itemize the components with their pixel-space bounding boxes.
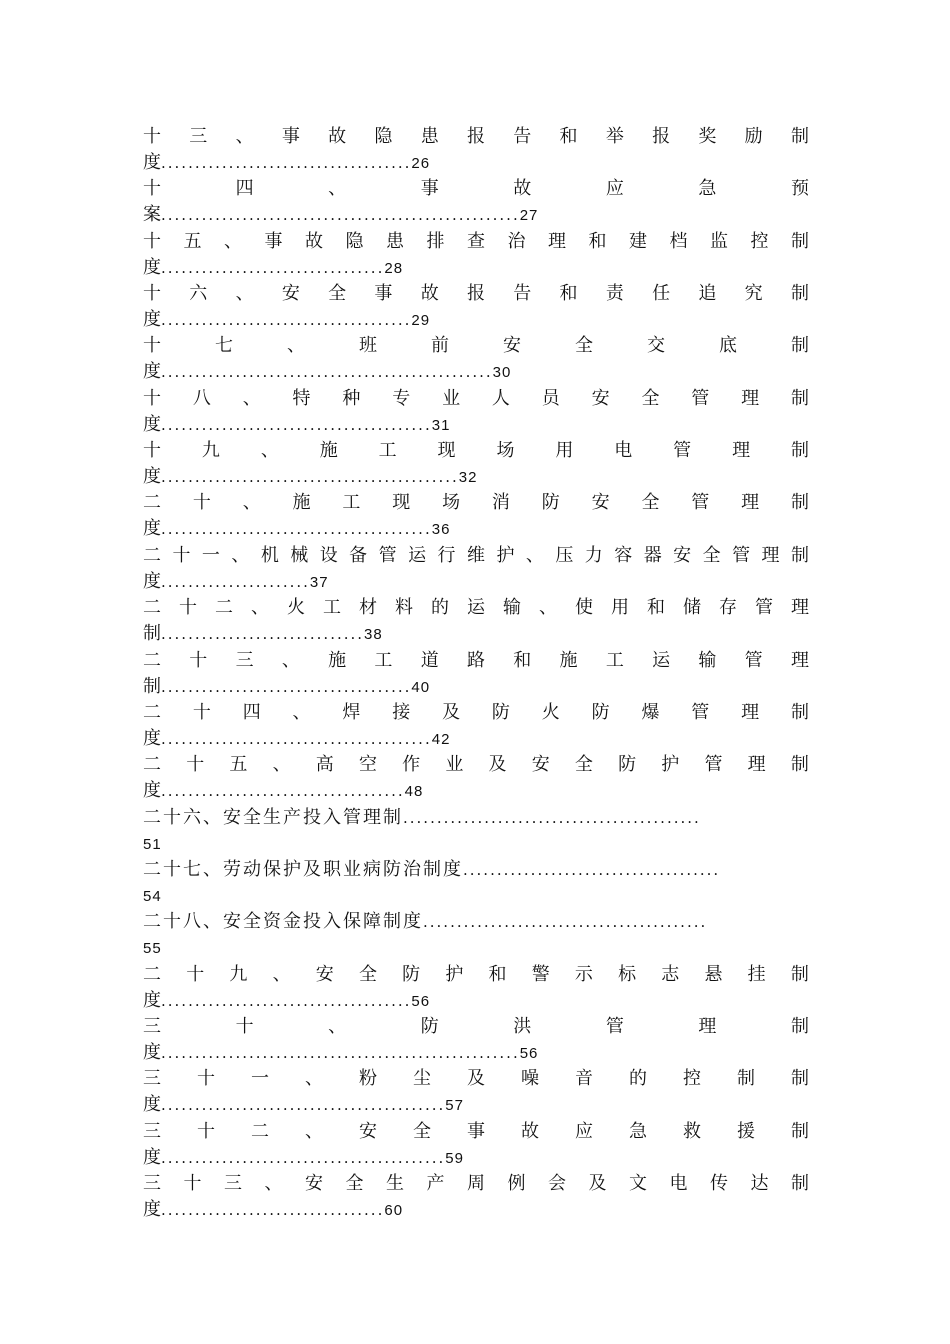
toc-continuation	[143, 464, 477, 490]
page-number: 28	[384, 259, 404, 277]
toc-continuation	[143, 726, 450, 752]
toc-continuation	[143, 935, 162, 961]
toc-entry[interactable]	[0, 1066, 950, 1118]
toc-heading-tail: 案	[143, 204, 161, 226]
toc-heading-tail: 度	[143, 256, 161, 278]
toc-entry[interactable]	[0, 490, 950, 542]
toc-entry[interactable]	[0, 857, 950, 909]
toc-heading-tail: 度	[143, 361, 161, 383]
toc-heading-tail: 度	[143, 1094, 161, 1116]
dot-leader: ..........................................	[161, 1148, 446, 1167]
toc-heading: 二 十 七 、 劳 动 保 护 及 职 业 病 防 治 制 度 ......................................	[143, 857, 809, 883]
toc-continuation	[143, 359, 511, 385]
toc-continuation	[143, 778, 423, 804]
toc-continuation	[143, 307, 430, 333]
toc-continuation	[143, 1197, 403, 1223]
toc-entry[interactable]	[0, 386, 950, 438]
toc-heading: 二 十 、 施 工 现 场 消 防 安 全 管 理 制	[143, 492, 809, 514]
page-number: 29	[411, 312, 431, 330]
toc-entry[interactable]	[0, 281, 950, 333]
toc-heading: 二 十 八 、 安 全 资 金 投 入 保 障 制 度 ..........................................	[143, 909, 809, 935]
toc-heading-tail: 度	[143, 309, 161, 331]
toc-heading-tail: 度	[143, 152, 161, 173]
page-number: 37	[309, 573, 329, 591]
dot-leader: ..........................................	[161, 1096, 446, 1115]
toc-heading: 二 十 六 、 安 全 生 产 投 入 管 理 制 ............................................	[143, 805, 809, 831]
dot-leader: .................................	[161, 258, 385, 277]
dot-leader: ............................................	[403, 808, 701, 827]
page-number: 42	[431, 730, 451, 748]
page-number: 48	[404, 783, 424, 801]
toc-heading-tail: 度	[143, 570, 161, 592]
toc-entry[interactable]	[0, 1119, 950, 1171]
page-number: 30	[492, 364, 512, 382]
dot-leader: .....................................	[161, 311, 412, 330]
dot-leader: .....................................................	[161, 206, 520, 225]
toc-entry[interactable]	[0, 648, 950, 700]
dot-leader: ....................................	[161, 782, 405, 801]
toc-heading: 十 七 、 班 前 安 全 交 底 制	[143, 335, 809, 357]
toc-entry[interactable]	[0, 1171, 950, 1223]
dot-leader: .................................................	[161, 363, 493, 382]
toc-continuation	[143, 674, 430, 700]
toc-heading: 二 十 四 、 焊 接 及 防 火 防 爆 管 理 制	[143, 701, 809, 723]
toc-continuation	[143, 883, 162, 909]
toc-heading-tail: 度	[143, 518, 161, 540]
page-number: 56	[411, 992, 431, 1010]
toc-heading-tail: 度	[143, 413, 161, 435]
dot-leader: .....................................	[161, 154, 412, 172]
toc-continuation	[143, 1092, 464, 1118]
toc-continuation	[143, 255, 403, 281]
toc-heading-tail: 度	[143, 780, 161, 802]
toc-continuation	[143, 831, 162, 857]
dot-leader: .....................................	[161, 991, 412, 1010]
dot-leader: .....................................	[161, 677, 412, 696]
page-number: 40	[411, 678, 431, 696]
dot-leader: ............................................	[161, 468, 459, 487]
toc-continuation	[143, 1145, 464, 1171]
toc-heading-tail: 度	[143, 727, 161, 749]
toc-continuation	[143, 1040, 538, 1066]
toc-heading-tail: 度	[143, 1041, 161, 1063]
toc-entry[interactable]	[0, 962, 950, 1014]
toc-heading: 三 十 二 、 安 全 事 故 应 急 救 援 制	[143, 1120, 809, 1142]
toc-heading: 三 十 三 、 安 全 生 产 周 例 会 及 文 电 传 达 制	[143, 1173, 809, 1194]
dot-leader: ..............................	[161, 625, 365, 644]
toc-heading-tail: 制	[143, 623, 161, 645]
dot-leader: ........................................	[161, 520, 432, 539]
toc-heading: 二 十 三 、 施 工 道 路 和 施 工 运 输 管 理	[143, 649, 809, 671]
toc-heading: 十 九 、 施 工 现 场 用 电 管 理 制	[143, 440, 809, 462]
dot-leader: .................................	[161, 1201, 385, 1219]
dot-leader: ........................................	[161, 729, 432, 748]
toc-heading: 二 十 九 、 安 全 防 护 和 警 示 标 志 悬 挂 制	[143, 963, 809, 985]
page-number: 27	[519, 207, 539, 225]
toc-heading-tail: 度	[143, 989, 161, 1011]
toc-heading: 十 五 、 事 故 隐 患 排 查 治 理 和 建 档 监 控 制	[143, 230, 809, 252]
toc-entry[interactable]	[0, 805, 950, 857]
toc-entry[interactable]	[0, 333, 950, 385]
dot-leader: ......................	[161, 572, 310, 591]
toc-continuation	[143, 988, 430, 1014]
page-number: 54	[143, 887, 162, 905]
toc-heading-tail: 度	[143, 466, 161, 488]
dot-leader: .....................................................	[161, 1043, 520, 1062]
toc-heading: 三 十 、 防 洪 管 理 制	[143, 1015, 809, 1037]
toc-continuation	[143, 202, 538, 228]
toc-continuation	[143, 569, 329, 595]
toc-heading: 二 十 一 、 机 械 设 备 管 运 行 维 护 、 压 力 容 器 安 全 管 理 制	[143, 544, 809, 566]
toc-continuation	[143, 412, 450, 438]
page-number: 60	[384, 1202, 404, 1219]
toc-heading-tail: 制	[143, 675, 161, 697]
toc-heading-tail: 度	[143, 1199, 161, 1220]
dot-leader: ......................................	[463, 860, 721, 879]
page-number: 57	[445, 1097, 464, 1115]
page-number: 51	[143, 835, 162, 853]
toc-continuation	[143, 516, 450, 542]
page-number: 56	[519, 1044, 539, 1062]
page-number: 59	[445, 1149, 464, 1167]
toc-entry[interactable]	[0, 1014, 950, 1066]
toc-heading: 二 十 五 、 高 空 作 业 及 安 全 防 护 管 理 制	[143, 754, 809, 776]
toc-entry[interactable]	[0, 176, 950, 228]
toc-heading: 二 十 二 、 火 工 材 料 的 运 输 、 使 用 和 储 存 管 理	[143, 597, 809, 619]
toc-entry[interactable]	[0, 438, 950, 490]
toc-entry[interactable]	[0, 595, 950, 647]
toc-heading-tail: 度	[143, 1146, 161, 1168]
page-number: 32	[458, 469, 478, 487]
page-number: 38	[364, 626, 383, 644]
dot-leader: ........................................	[161, 415, 432, 434]
toc-heading: 十 三 、 事 故 隐 患 报 告 和 举 报 奖 励 制	[143, 126, 809, 147]
toc-heading: 十 八 、 特 种 专 业 人 员 安 全 管 理 制	[143, 387, 809, 409]
dot-leader: ..........................................	[423, 913, 708, 932]
toc-heading: 十 六 、 安 全 事 故 报 告 和 责 任 追 究 制	[143, 283, 809, 305]
page-number: 26	[411, 155, 431, 172]
page-number: 36	[431, 521, 451, 539]
toc-heading: 三 十 一 、 粉 尘 及 噪 音 的 控 制 制	[143, 1068, 809, 1090]
toc-entry[interactable]	[0, 124, 950, 176]
toc-entry[interactable]	[0, 229, 950, 281]
toc-entry[interactable]	[0, 543, 950, 595]
page-number: 55	[143, 940, 162, 958]
toc-entry[interactable]	[0, 700, 950, 752]
toc-entry[interactable]	[0, 909, 950, 961]
toc-heading: 十 四 、 事 故 应 急 预	[143, 178, 809, 200]
toc-continuation	[143, 621, 383, 647]
toc-entry[interactable]	[0, 752, 950, 804]
toc-continuation	[143, 150, 430, 176]
page-number: 31	[431, 416, 451, 434]
